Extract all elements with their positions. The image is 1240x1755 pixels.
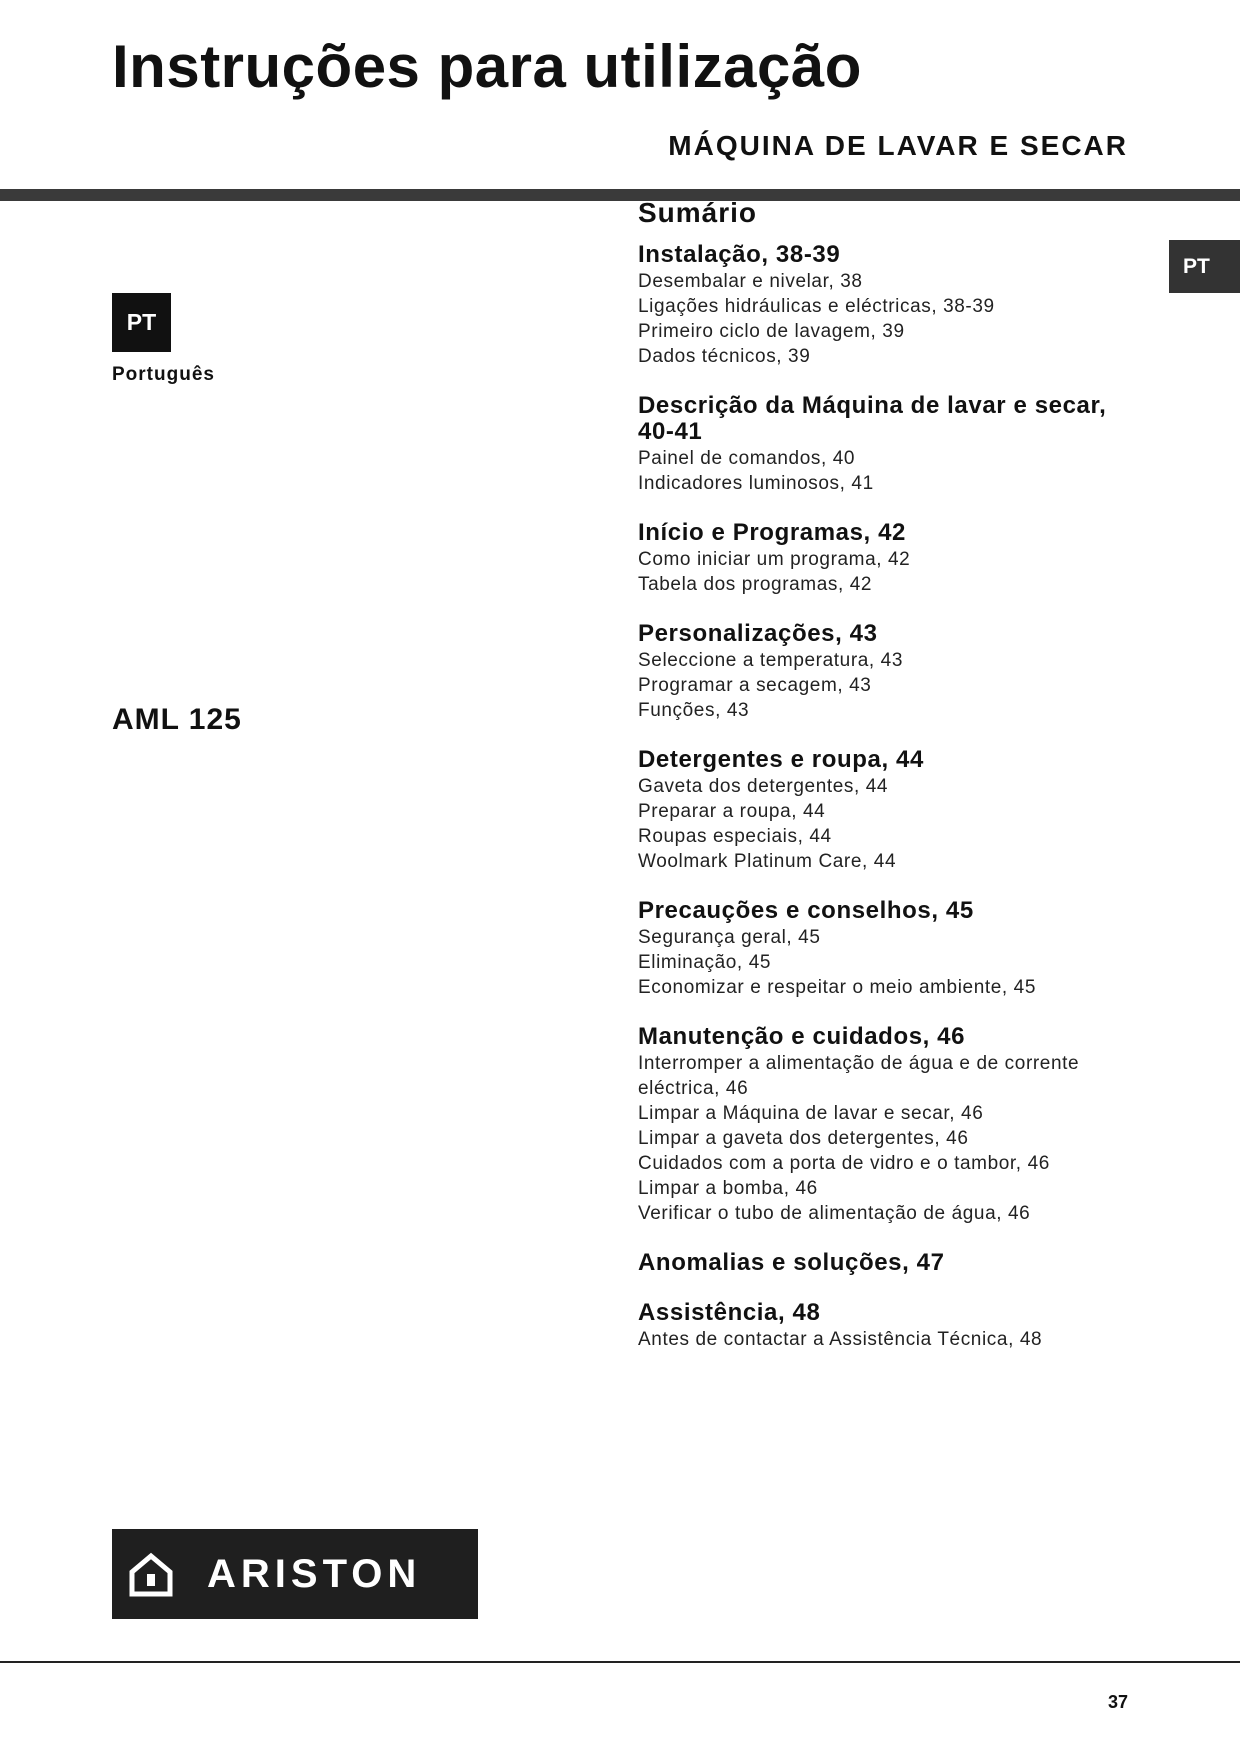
toc-item: Programar a secagem, 43: [638, 675, 872, 696]
toc-item: Primeiro ciclo de lavagem, 39: [638, 321, 905, 342]
product-subtitle: MÁQUINA DE LAVAR E SECAR: [668, 130, 1128, 161]
toc-section: [638, 621, 1138, 723]
toc-section-title: Assistência, 48: [638, 1299, 821, 1326]
toc-item: Dados técnicos, 39: [638, 346, 811, 367]
toc-section-title: Detergentes e roupa, 44: [638, 746, 924, 773]
footer-divider: [0, 1661, 1240, 1663]
toc-section: [638, 393, 1138, 496]
language-label: Português: [112, 364, 215, 385]
language-badge: PT: [112, 293, 171, 352]
toc-item: Interromper a alimentação de água e de corrente eléctrica, 46: [638, 1053, 1080, 1099]
toc-section-title: Precauções e conselhos, 45: [638, 897, 974, 924]
toc-item: Funções, 43: [638, 700, 750, 721]
toc-item: Desembalar e nivelar, 38: [638, 271, 863, 292]
toc-section-title: Descrição da Máquina de lavar e secar, 40-41: [638, 392, 1107, 445]
toc-item: Limpar a Máquina de lavar e secar, 46: [638, 1103, 984, 1124]
toc-item: Painel de comandos, 40: [638, 448, 856, 469]
toc-item: Antes de contactar a Assistência Técnica, 48: [638, 1329, 1043, 1350]
toc-item: Como iniciar um programa, 42: [638, 549, 911, 570]
table-of-contents: [638, 196, 1138, 1376]
toc-item: Economizar e respeitar o meio ambiente, 45: [638, 977, 1037, 998]
toc-item: Verificar o tubo de alimentação de água, 46: [638, 1203, 1031, 1224]
toc-item: Roupas especiais, 44: [638, 826, 832, 847]
toc-item: Woolmark Platinum Care, 44: [638, 851, 897, 872]
ariston-logo: [112, 1529, 478, 1619]
model-number: AML 125: [112, 703, 242, 736]
logo-text: ARISTON: [207, 1552, 422, 1596]
language-side-tab: PT: [1169, 240, 1240, 293]
toc-item: Limpar a bomba, 46: [638, 1178, 818, 1199]
toc-section: [638, 520, 1138, 597]
toc-section: [638, 1300, 1138, 1352]
toc-item: Tabela dos programas, 42: [638, 574, 873, 595]
toc-section: [638, 747, 1138, 874]
toc-section: [638, 1024, 1138, 1226]
page-number: 37: [1107, 1692, 1128, 1712]
toc-item: Limpar a gaveta dos detergentes, 46: [638, 1128, 969, 1149]
toc-section: [638, 242, 1138, 369]
toc-section-title: Instalação, 38-39: [638, 241, 841, 268]
toc-item: Gaveta dos detergentes, 44: [638, 776, 889, 797]
toc-section-title: Personalizações, 43: [638, 620, 878, 647]
toc-item: Segurança geral, 45: [638, 927, 821, 948]
toc-heading: Sumário: [638, 197, 758, 228]
toc-section-title: Anomalias e soluções, 47: [638, 1249, 945, 1276]
toc-section: [638, 1250, 1138, 1276]
toc-item: Indicadores luminosos, 41: [638, 473, 874, 494]
toc-section: [638, 898, 1138, 1000]
toc-item: Preparar a roupa, 44: [638, 801, 826, 822]
house-icon: [127, 1550, 175, 1598]
page-title: Instruções para utilização: [112, 33, 862, 100]
toc-item: Seleccione a temperatura, 43: [638, 650, 904, 671]
toc-item: Eliminação, 45: [638, 952, 772, 973]
toc-item: Ligações hidráulicas e eléctricas, 38-39: [638, 296, 995, 317]
toc-section-title: Manutenção e cuidados, 46: [638, 1023, 966, 1050]
toc-item: Cuidados com a porta de vidro e o tambor, 46: [638, 1153, 1050, 1174]
toc-section-title: Início e Programas, 42: [638, 519, 906, 546]
